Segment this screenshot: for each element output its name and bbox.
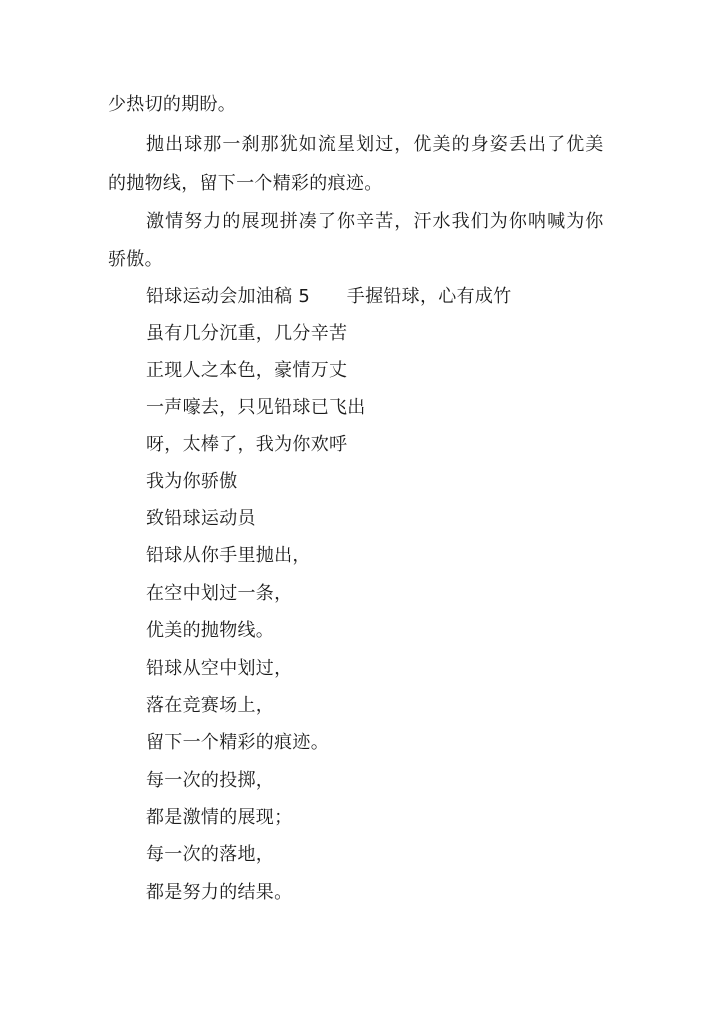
- text-line: 抛出球那一刹那犹如流星划过，优美的身姿丢出了优美: [146, 134, 605, 155]
- text-line: 少热切的期盼。: [108, 94, 237, 115]
- text-line: 我为你骄傲: [146, 471, 238, 492]
- text-line: 优美的抛物线。: [146, 620, 275, 641]
- text-line: 都是努力的结果。: [146, 882, 293, 903]
- text-line: 铅球运动会加油稿 5 手握铅球，心有成竹: [146, 286, 512, 307]
- text-line: 虽有几分沉重，几分辛苦: [146, 323, 348, 344]
- text-line: 激情努力的展现拼凑了你辛苦，汗水我们为你呐喊为你: [146, 211, 605, 232]
- text-line: 呀，太棒了，我为你欢呼: [146, 434, 348, 455]
- text-line: 铅球从空中划过，: [146, 658, 293, 679]
- text-line: 落在竞赛场上，: [146, 695, 275, 716]
- text-line: 骄傲。: [108, 249, 163, 270]
- text-line: 一声嚎去，只见铅球已飞出: [146, 397, 366, 418]
- text-line: 都是激情的展现；: [146, 807, 293, 828]
- text-line: 铅球从你手里抛出，: [146, 545, 311, 566]
- text-line: 每一次的投掷，: [146, 770, 275, 791]
- text-line: 的抛物线，留下一个精彩的痕迹。: [108, 173, 383, 194]
- text-line: 致铅球运动员: [146, 508, 256, 529]
- text-line: 留下一个精彩的痕迹。: [146, 732, 329, 753]
- text-line: 正现人之本色，豪情万丈: [146, 360, 348, 381]
- text-line: 在空中划过一条，: [146, 583, 293, 604]
- text-line: 每一次的落地，: [146, 844, 275, 865]
